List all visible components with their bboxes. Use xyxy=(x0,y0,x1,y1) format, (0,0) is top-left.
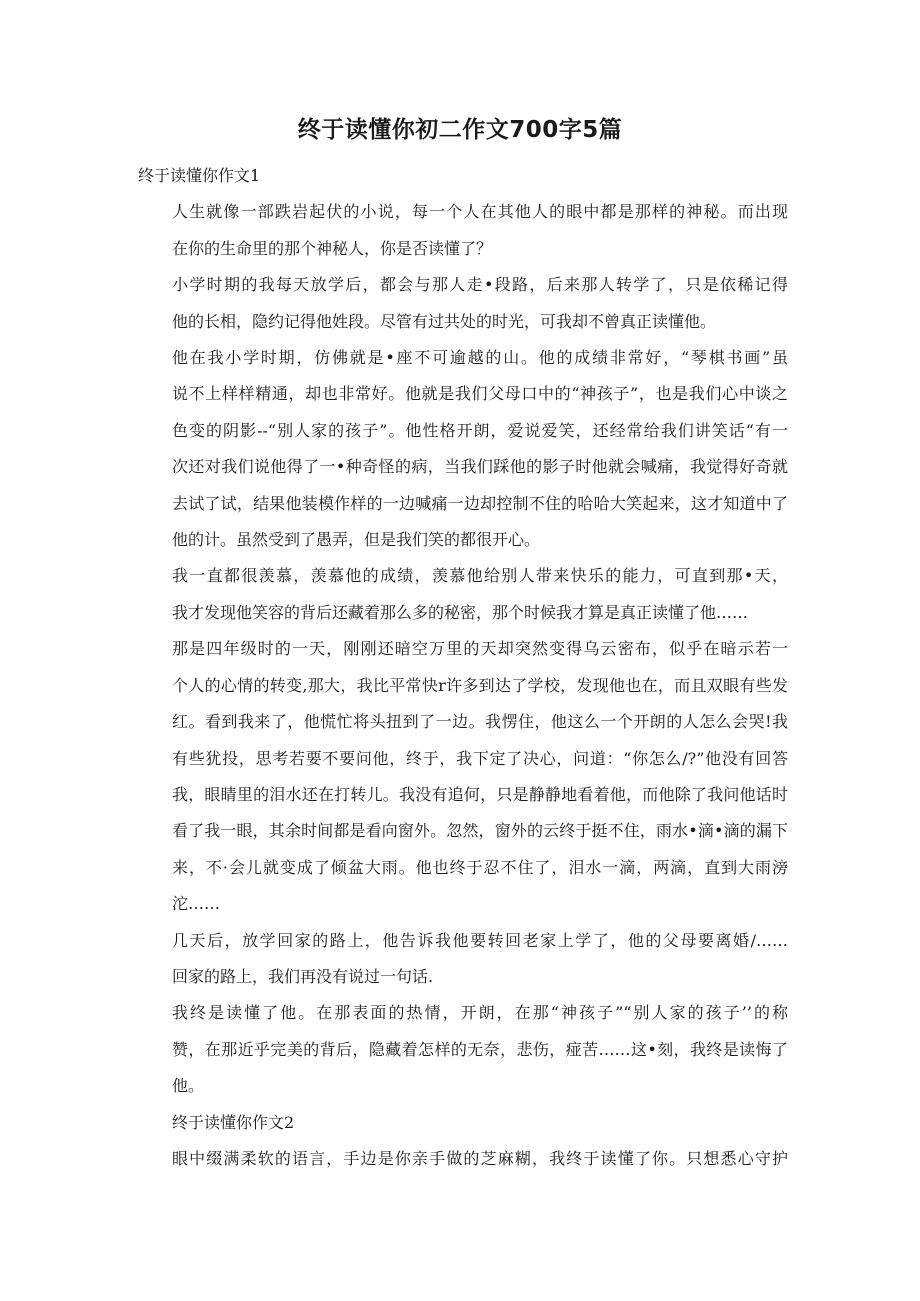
text-line: 几天后，放学回家的路上，他告诉我他要转回老家上学了，他的父母要离婚/…… xyxy=(172,930,788,950)
paragraph xyxy=(138,631,788,922)
text-line: 红。看到我来了，他慌忙将头扭到了一边。我愣住，他这么一个开朗的人怎么会哭!我 xyxy=(172,712,788,732)
paragraph xyxy=(138,558,788,631)
text-line: 他的长相，隐约记得他姓段。尽管有过共处的时光，可我却不曾真正读懂他。 xyxy=(172,311,717,331)
text-line: 他的计。虽然受到了愚弄，但是我们笑的都很开心。 xyxy=(172,530,541,550)
text-line: 我，眼睛里的泪水还在打转儿。我没有追何，只是静静地看着他，而他除了我问他话时 xyxy=(172,784,788,804)
text-line: 他在我小学时期，仿佛就是•座不可逾越的山。他的成绩非常好，“琴棋书画”虽 xyxy=(172,348,788,368)
text-line: 看了我一眼，其余时间都是看向窗外。忽然，窗外的云终于挺不住，雨水•滴•滴的漏下 xyxy=(172,821,788,841)
text-line: 色变的阴影--“别人家的孩子”。他性格开朗，爱说爱笑，还经常给我们讲笑话“有一 xyxy=(172,420,788,440)
paragraph xyxy=(138,923,788,996)
text-line: 他。 xyxy=(172,1076,205,1096)
text-line: 我终是读懂了他。在那表面的热情，开朗，在那“神孩子”“别人家的孩子’’的称 xyxy=(172,1003,788,1023)
section-heading: 终于读懂你作文2 xyxy=(172,1112,295,1132)
paragraph xyxy=(138,1141,788,1177)
section-heading: 终于读懂你作文1 xyxy=(138,166,261,185)
text-line: 次还对我们说他得了一•种奇怪的病，当我们踩他的影子时他就会喊痛，我觉得好奇就 xyxy=(172,457,788,477)
text-line: 说不上样样精通，却也非常好。他就是我们父母口中的“神孩子”，也是我们心中谈之 xyxy=(172,384,788,404)
paragraph xyxy=(138,267,788,340)
text-line: 眼中缀满柔软的语言，手边是你亲手做的芝麻糊，我终于读懂了你。只想悉心守护 xyxy=(172,1148,788,1168)
text-line: 人生就像一部跌岩起伏的小说，每一个人在其他人的眼中都是那样的神秘。而出现 xyxy=(172,202,788,222)
text-line: 个人的心情的转变,那大，我比平常快r许多到达了学校，发现他也在，而且双眼有些发 xyxy=(172,675,788,695)
text-line: 赞，在那近乎完美的背后，隐藏着怎样的无奈，悲伤，痖苦……这•刻，我终是读悔了 xyxy=(172,1039,788,1059)
text-line: 来，不·会儿就变成了倾盆大雨。他也终于忍不住了，泪水一滴，两滴，直到大雨滂 xyxy=(172,857,788,877)
text-line: 有些犹投，思考若要不要问他，终于，我下定了决心，问道：“你怎么/?”他没有回答 xyxy=(172,748,788,768)
text-line: 沱…… xyxy=(172,894,221,914)
document-body xyxy=(138,158,788,1177)
paragraph xyxy=(138,194,788,267)
text-line: 在你的生命里的那个神秘人，你是否读懂了？ xyxy=(172,238,493,258)
text-line: 我才发现他笑容的背后还藏着那么多的秘密，那个时候我才算是真正读懂了他…… xyxy=(172,602,749,622)
text-line: 我一直都很羡慕，羡慕他的成绩，羡慕他给别人带来快乐的能力，可直到那•天， xyxy=(172,566,788,586)
text-line: 小学时期的我每天放学后，都会与那人走•段路，后来那人转学了，只是依稀记得 xyxy=(172,275,788,295)
text-line: 回家的路上，我们再没有说过一句话. xyxy=(172,966,434,986)
page-title: 终于读懂你初二作文700字5篇 xyxy=(297,117,623,143)
text-line: 那是四年级时的一天，刚刚还暗空万里的天却突然变得乌云密布，似乎在暗示若一 xyxy=(172,639,788,659)
paragraph xyxy=(138,995,788,1104)
text-line: 去试了试，结果他装模作样的一边喊痛一边却控制不住的哈哈大笑起来，这才知道中了 xyxy=(172,493,788,513)
paragraph xyxy=(138,340,788,558)
